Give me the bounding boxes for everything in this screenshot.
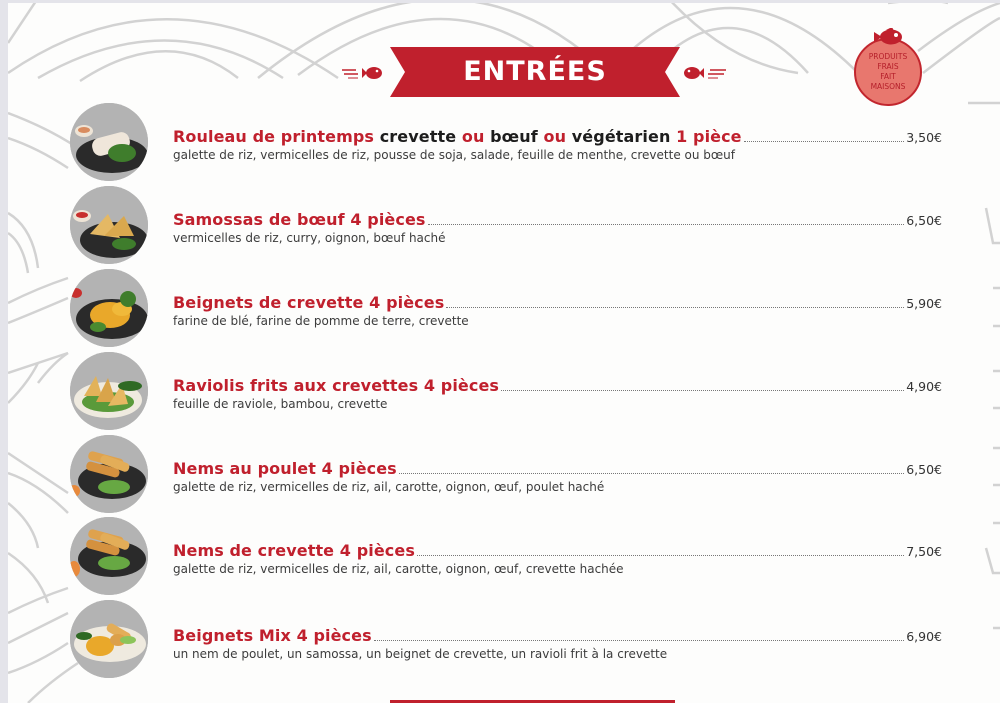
mixed-fritters-photo (70, 600, 148, 678)
menu-item (70, 103, 950, 183)
item-price: 6,50€ (906, 213, 942, 228)
item-price: 4,90€ (906, 379, 942, 394)
item-price: 6,50€ (906, 462, 942, 477)
spring-roll-photo (70, 103, 148, 181)
section-banner (390, 47, 680, 97)
item-name: Rouleau de printemps crevette ou bœuf ou végétarien 1 pièce (173, 127, 742, 146)
badge-line: PRODUITS (868, 52, 908, 61)
dotted-leader (417, 554, 904, 556)
item-price: 7,50€ (906, 544, 942, 559)
dotted-leader (399, 472, 904, 474)
fish-icon-right (680, 65, 726, 81)
item-description: galette de riz, vermicelles de riz, ail, carotte, oignon, œuf, crevette hachée (173, 562, 624, 576)
item-description: feuille de raviole, bambou, crevette (173, 397, 388, 411)
fish-icon-left (342, 65, 388, 81)
badge-fish-icon (874, 28, 904, 46)
item-name: Nems de crevette 4 pièces (173, 541, 415, 560)
menu-item (70, 352, 950, 432)
item-name: Beignets Mix 4 pièces (173, 626, 372, 645)
dotted-leader (428, 223, 905, 225)
item-name: Nems au poulet 4 pièces (173, 459, 397, 478)
menu-item (70, 600, 950, 680)
menu-item (70, 186, 950, 266)
menu-item (70, 269, 950, 349)
item-description: galette de riz, vermicelles de riz, ail, carotte, oignon, œuf, poulet haché (173, 480, 605, 494)
item-description: farine de blé, farine de pomme de terre, crevette (173, 314, 469, 328)
chicken-nems-photo (70, 435, 148, 513)
dotted-leader (446, 306, 904, 308)
item-description: un nem de poulet, un samossa, un beignet de crevette, un ravioli frit à la crevette (173, 647, 668, 661)
item-description: galette de riz, vermicelles de riz, pousse de soja, salade, feuille de menthe, crevette ou bœuf (173, 148, 736, 162)
badge-line: MAISONS (870, 82, 906, 91)
badge-line: FAIT (880, 72, 896, 81)
item-price: 5,90€ (906, 296, 942, 311)
item-price: 6,90€ (906, 629, 942, 644)
item-name: Samossas de bœuf 4 pièces (173, 210, 426, 229)
menu-page (8, 3, 1000, 703)
item-description: vermicelles de riz, curry, oignon, bœuf haché (173, 231, 446, 245)
dotted-leader (744, 140, 905, 142)
dotted-leader (501, 389, 904, 391)
menu-item (70, 435, 950, 515)
dotted-leader (374, 639, 904, 641)
menu-item (70, 517, 950, 597)
item-name: Raviolis frits aux crevettes 4 pièces (173, 376, 500, 395)
item-name: Beignets de crevette 4 pièces (173, 293, 445, 312)
fried-ravioli-photo (70, 352, 148, 430)
item-price: 3,50€ (906, 130, 942, 145)
shrimp-fritter-photo (70, 269, 148, 347)
fresh-products-badge (854, 38, 922, 106)
shrimp-nems-photo (70, 517, 148, 595)
badge-line: FRAIS (877, 62, 899, 71)
section-title: ENTRÉES (463, 56, 607, 87)
samosa-photo (70, 186, 148, 264)
